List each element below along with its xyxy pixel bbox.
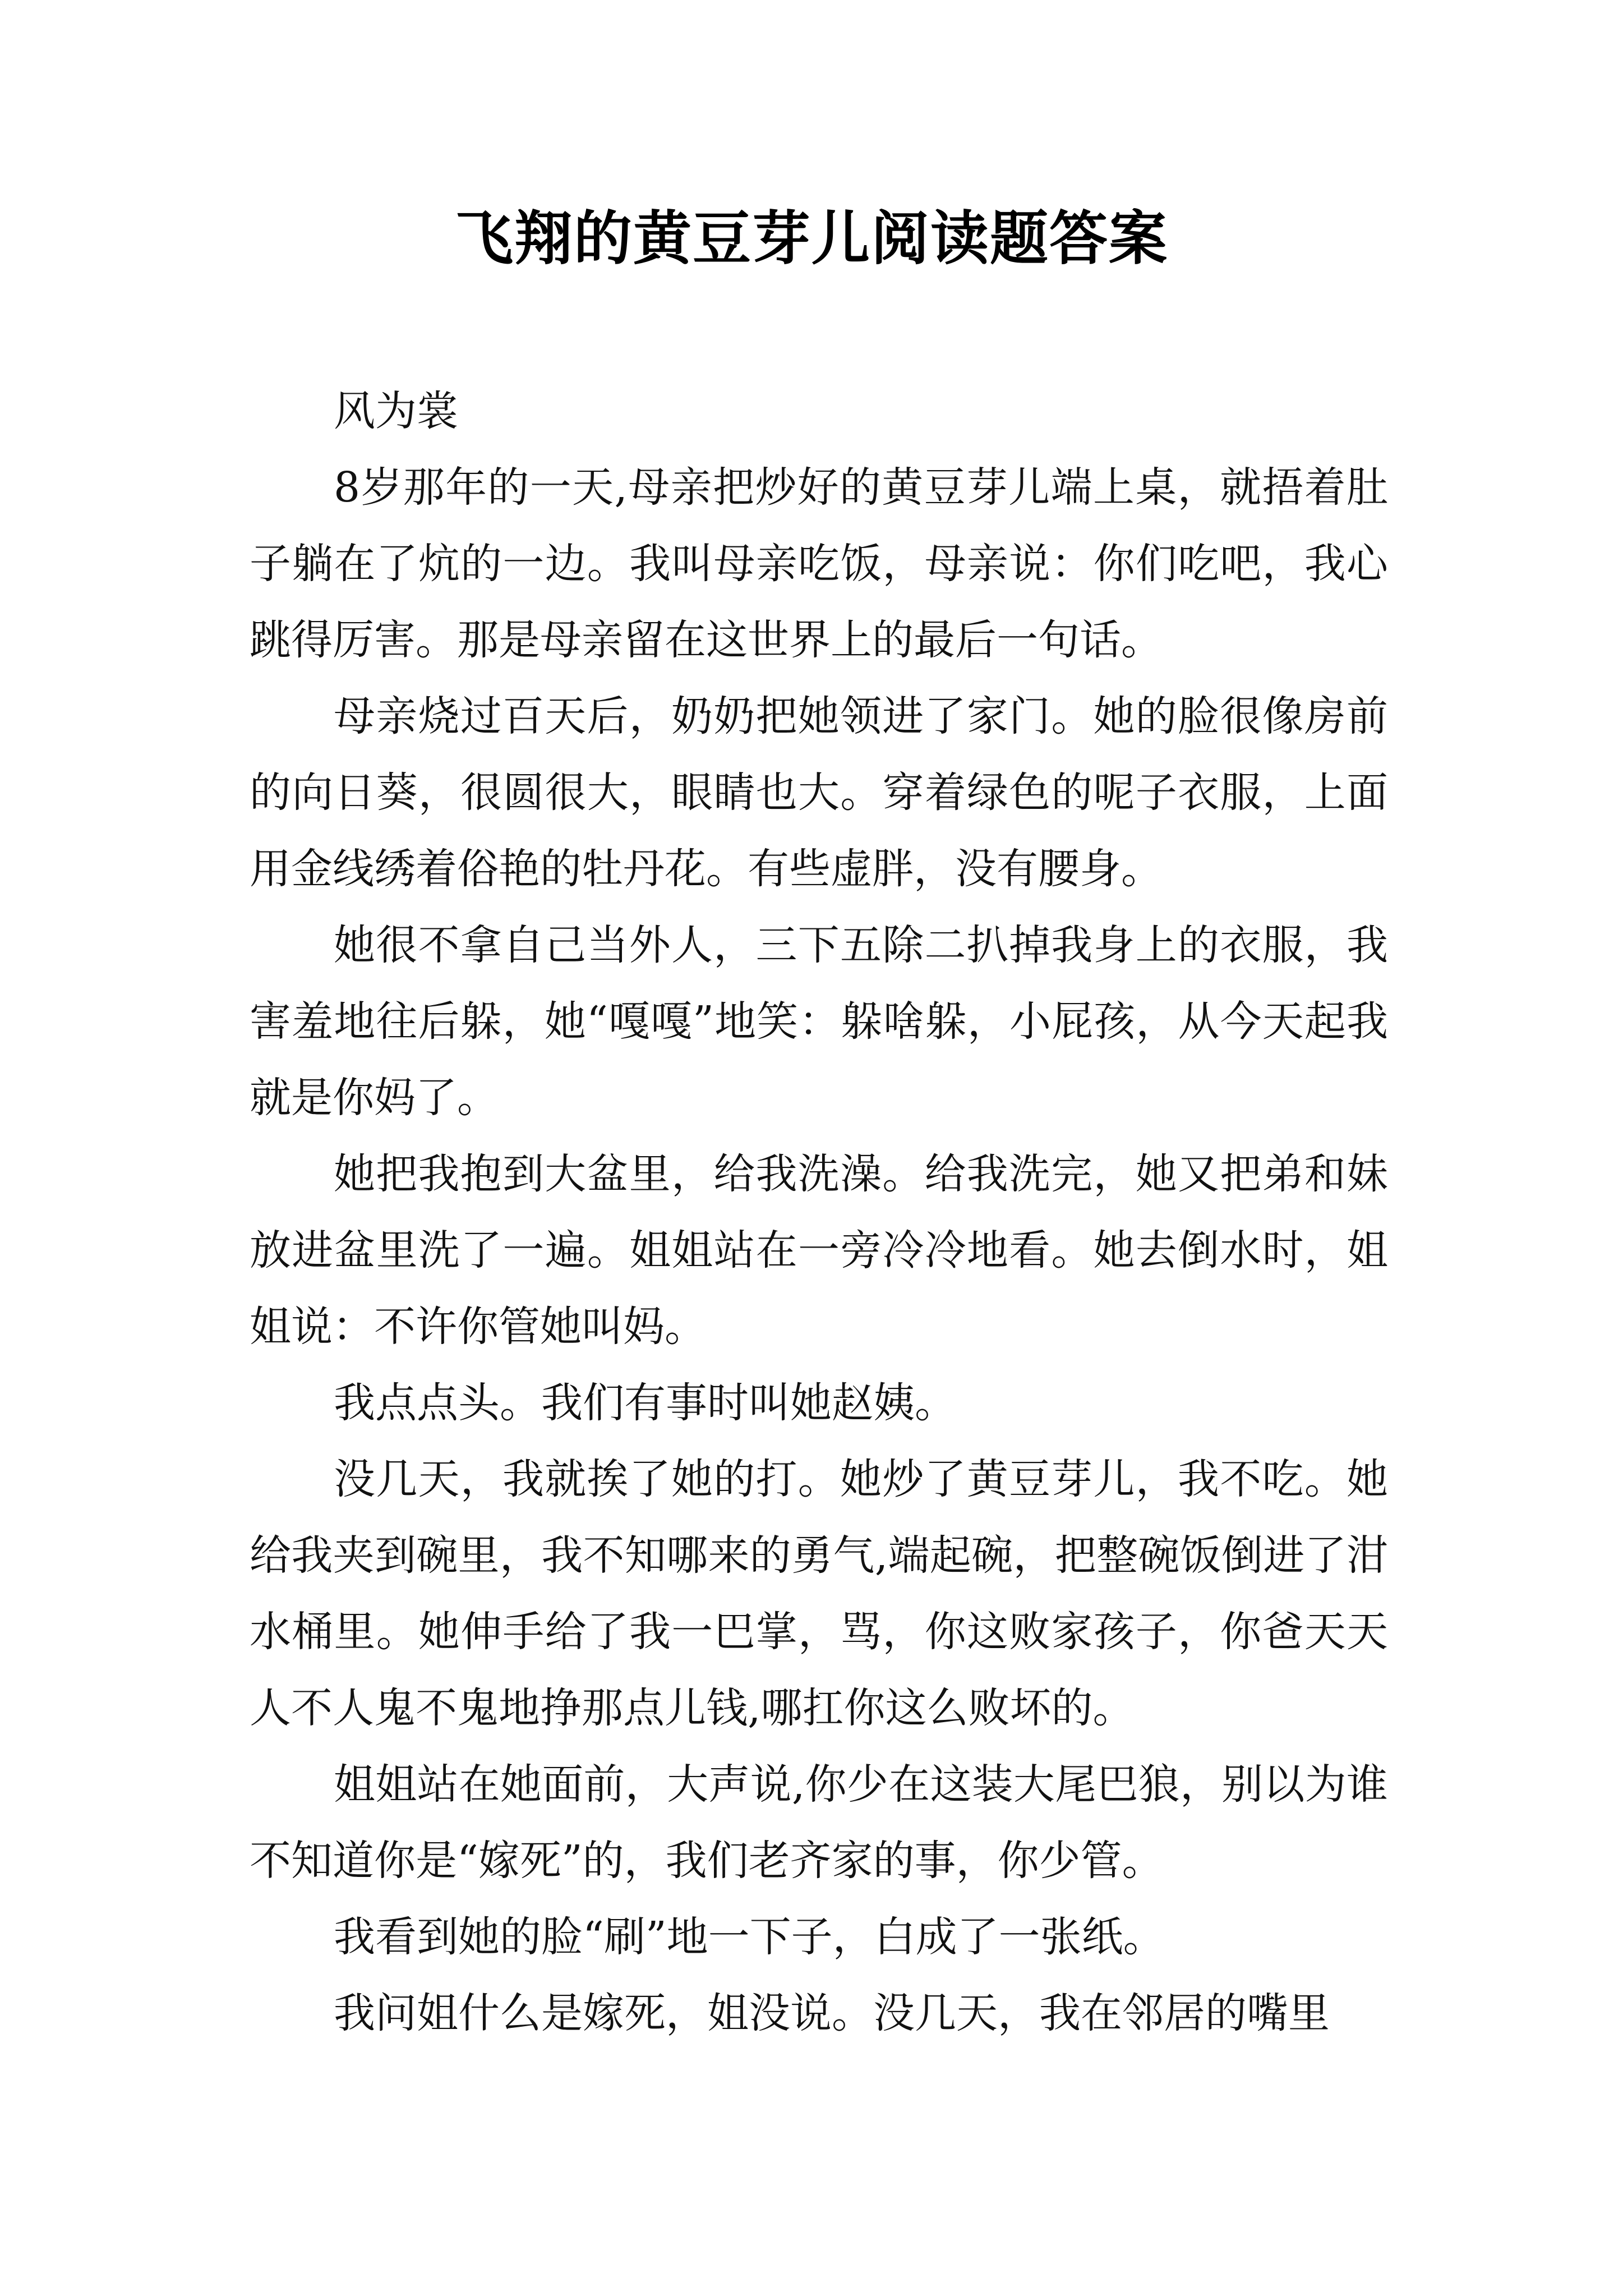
paragraph: 她把我抱到大盆里，给我洗澡。给我洗完，她又把弟和妹放进盆里洗了一遍。姐姐站在一旁冷冷地看。她去倒水时，姐姐说：不许你管她叫妈。 bbox=[250, 1150, 1388, 1351]
paragraph: 我问姐什么是嫁死，姐没说。没几天，我在邻居的嘴里 bbox=[334, 1989, 1330, 2037]
paragraph: 我点点头。我们有事时叫她赵姨。 bbox=[334, 1379, 956, 1427]
paragraph: 我看到她的脸“刷”地一下子，白成了一张纸。 bbox=[334, 1913, 1165, 1961]
document-body bbox=[250, 373, 1388, 2051]
paragraph: 没几天，我就挨了她的打。她炒了黄豆芽儿，我不吃。她给我夹到碗里，我不知哪来的勇气,端起碗，把整碗饭倒进了泔水桶里。她伸手给了我一巴掌，骂，你这败家孩子，你爸天天人不人鬼不鬼地挣那点儿钱,哪扛你这么败坏的。 bbox=[250, 1455, 1388, 1732]
paragraph: 她很不拿自己当外人，三下五除二扒掉我身上的衣服，我害羞地往后躲，她“嘎嘎”地笑：躲啥躲，小屁孩，从今天起我就是你妈了。 bbox=[250, 921, 1388, 1122]
author-line: 风为裳 bbox=[334, 387, 458, 435]
paragraph: 母亲烧过百天后，奶奶把她领进了家门。她的脸很像房前的向日葵，很圆很大，眼睛也大。穿着绿色的呢子衣服，上面用金线绣着俗艳的牡丹花。有些虚胖，没有腰身。 bbox=[250, 692, 1388, 893]
document-title: 飞翔的黄豆芽儿阅读题答案 bbox=[454, 204, 1168, 273]
paragraph: 8岁那年的一天,母亲把炒好的黄豆芽儿端上桌，就捂着肚子躺在了炕的一边。我叫母亲吃饭，母亲说：你们吃吧，我心跳得厉害。那是母亲留在这世界上的最后一句话。 bbox=[250, 463, 1388, 664]
paragraph: 姐姐站在她面前，大声说,你少在这装大尾巴狼，别以为谁不知道你是“嫁死”的，我们老齐家的事，你少管。 bbox=[250, 1760, 1388, 1885]
